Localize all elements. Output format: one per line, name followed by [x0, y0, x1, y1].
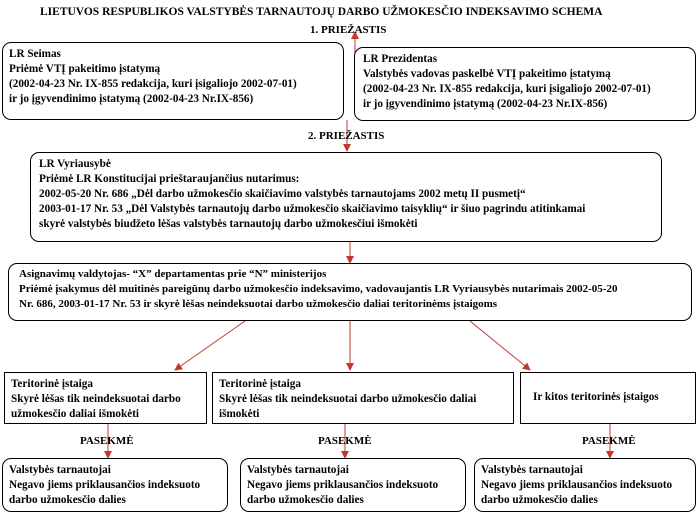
istaiga3-line-1: Ir kitos teritorinės įstaigos [533, 391, 659, 403]
ministerija-line-2: Priėmė įsakymus dėl muitinės pareigūnų darbo užmokesčio indeksavimo, vadovaujantis LR Vyriausybės nutarimais 2002-05-20 [19, 283, 618, 295]
consequence-label-3: PASEKMĖ [582, 435, 636, 447]
vyriausybe-line-2: Priėmė LR Konstitucijai prieštaraujančius nutarimus: [39, 173, 300, 185]
box-ministerija [8, 263, 692, 321]
vyriausybe-line-3: 2002-05-20 Nr. 686 „Dėl darbo užmokesčio skaičiavimo valstybės tarnautojams 2002 metų II pusmetį“ [39, 188, 526, 200]
box-istaiga-2 [212, 372, 514, 424]
prezidentas-line-1: LR Prezidentas [363, 53, 438, 65]
box-tarnautojai-1 [2, 458, 228, 512]
ministerija-line-1: Asignavimų valdytojas- “X” departamentas prie “N” ministerijos [19, 268, 327, 280]
prezidentas-line-2: Valstybės vadovas paskelbė VTĮ pakeitimo įstatymą [363, 68, 611, 80]
seimas-line-2: Priėmė VTĮ pakeitimo įstatymą [9, 63, 161, 75]
tarnautojai1-line-1: Valstybės tarnautojai [9, 464, 111, 476]
consequence-label-1: PASEKMĖ [80, 435, 134, 447]
vyriausybe-line-4: 2003-01-17 Nr. 53 „Dėl Valstybės tarnautojų darbo užmokesčio skaičiavimo taisyklių“ ir šiuo pagrindu atitinkamai [39, 203, 586, 215]
page-title: LIETUVOS RESPUBLIKOS VALSTYBĖS TARNAUTOJŲ DARBO UŽMOKESČIO INDEKSAVIMO SCHEMA [40, 6, 603, 18]
tarnautojai3-line-2: Negavo jiems priklausančios indeksuoto [481, 479, 673, 491]
arrow-ministerija-to-istaiga3 [470, 321, 530, 370]
vyriausybe-line-5: skyrė valstybės biudžeto lėšas valstybės tarnautojų darbo užmokesčiui išmokėti [39, 218, 418, 230]
tarnautojai2-line-1: Valstybės tarnautojai [247, 464, 349, 476]
tarnautojai2-line-3: darbo užmokesčio dalies [247, 494, 364, 506]
tarnautojai1-line-2: Negavo jiems priklausančios indeksuoto [9, 479, 201, 491]
seimas-line-3: (2002-04-23 Nr. IX-855 redakcija, kuri įsigaliojo 2002-07-01) [9, 78, 297, 90]
vyriausybe-line-1: LR Vyriausybė [39, 158, 111, 170]
istaiga2-line-3: išmokėti [219, 408, 260, 420]
tarnautojai3-line-3: darbo užmokesčio dalies [481, 494, 598, 506]
tarnautojai3-line-1: Valstybės tarnautojai [481, 464, 583, 476]
box-vyriausybe [30, 152, 662, 242]
box-seimas [2, 42, 344, 120]
istaiga1-line-2: Skyrė lėšas tik neindeksuotai darbo [11, 393, 181, 405]
ministerija-line-3: Nr. 686, 2003-01-17 Nr. 53 ir skyrė lėšas neindeksuotai darbo užmokesčio daliai teritorinėms įstaigoms [19, 298, 498, 310]
tarnautojai2-line-2: Negavo jiems priklausančios indeksuoto [247, 479, 439, 491]
box-prezidentas [354, 47, 696, 121]
seimas-line-1: LR Seimas [9, 48, 61, 60]
istaiga1-line-3: užmokesčio daliai išmokėti [11, 408, 140, 420]
consequence-label-2: PASEKMĖ [318, 435, 372, 447]
tarnautojai1-line-3: darbo užmokesčio dalies [9, 494, 126, 506]
cause-1-label: 1. PRIEŽASTIS [310, 24, 387, 36]
box-tarnautojai-2 [240, 458, 466, 512]
prezidentas-line-4: ir jo įgyvendinimo įstatymą (2002-04-23 Nr.IX-856) [363, 98, 608, 110]
istaiga2-line-2: Skyrė lėšas tik neindeksuotai darbo užmokesčio daliai [219, 393, 477, 405]
box-tarnautojai-3 [474, 458, 696, 512]
istaiga1-line-1: Teritorinė įstaiga [11, 378, 93, 390]
box-istaiga-3 [520, 372, 696, 424]
arrow-ministerija-to-istaiga1 [175, 321, 245, 370]
box-istaiga-1 [4, 372, 207, 424]
cause-2-label: 2. PRIEŽASTIS [308, 130, 385, 142]
istaiga2-line-1: Teritorinė įstaiga [219, 378, 301, 390]
seimas-line-4: ir jo įgyvendinimo įstatymą (2002-04-23 Nr.IX-856) [9, 93, 254, 105]
prezidentas-line-3: (2002-04-23 Nr. IX-855 redakcija, kuri įsigaliojo 2002-07-01) [363, 83, 651, 95]
